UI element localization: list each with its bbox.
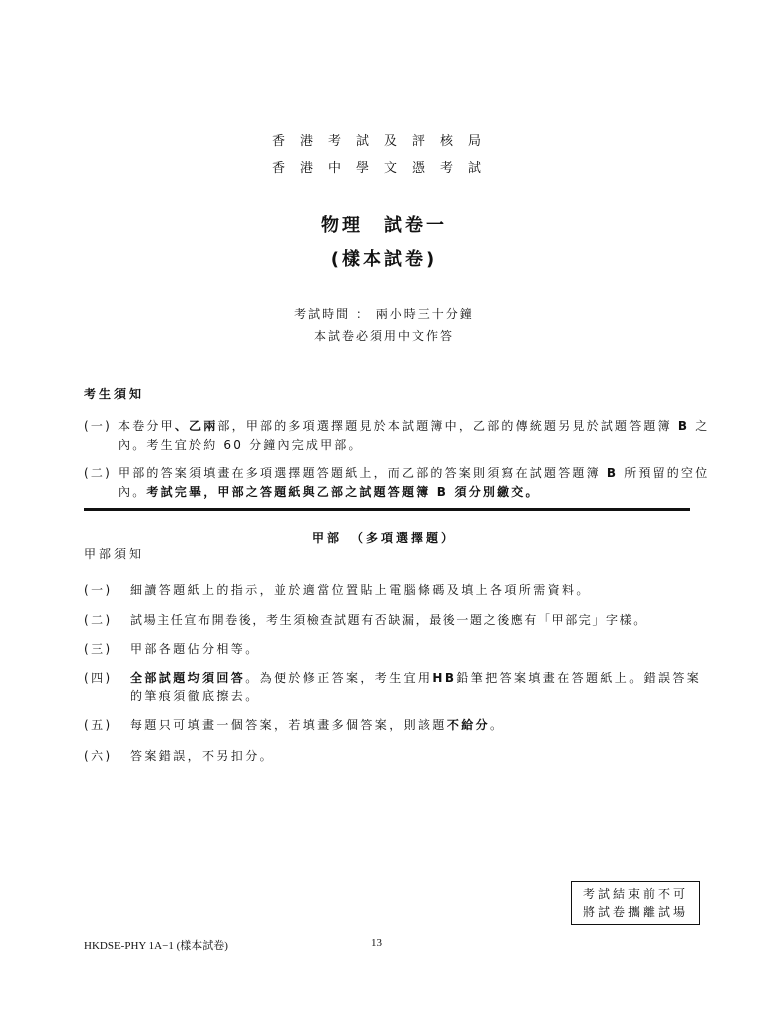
text-run: 甲部各題佔分相等。: [130, 642, 260, 656]
item-number: (五): [84, 718, 113, 732]
item-text: [130, 716, 730, 734]
instructions-heading: 考生須知: [84, 387, 145, 401]
item-number: (三): [84, 642, 113, 656]
emphasized-text: 考試完畢，甲部之答題紙與乙部之試題答題簿 B 須分別繳交。: [146, 485, 540, 499]
item-number: (二): [84, 466, 112, 480]
text-run: 本卷分甲: [118, 419, 175, 433]
text-run: 部，甲部的多項選擇題見於本試題簿中，乙部的傳統題另見於試題答題簿: [217, 419, 678, 433]
exam-name: 香港中學文憑考試: [271, 161, 496, 176]
instruction-item: [84, 417, 720, 457]
text-run: 甲部的答案須填畫在多項選擇題答題紙上，而乙部的答案則須寫在試題答題簿: [118, 466, 607, 480]
text-run: 每題只可填畫一個答案，若填畫多個答案，則該題: [130, 718, 447, 732]
section-a-item: [84, 640, 734, 660]
section-a-item: [84, 581, 734, 601]
paper-subtitle: (樣本試卷): [330, 249, 438, 270]
exam-duration: 考試時間 ： 兩小時三十分鐘: [294, 307, 474, 321]
paper-title: 物理 試卷一: [321, 215, 447, 236]
section-a-heading: 甲部 （多項選擇題）: [311, 531, 456, 545]
emphasized-text: HB: [432, 671, 457, 685]
emphasized-text: 不給分: [446, 718, 491, 732]
item-text: [130, 747, 730, 765]
text-run: 答案錯誤，不另扣分。: [130, 749, 275, 763]
paper-code: HKDSE-PHY 1A−1 (樣本試卷): [84, 940, 228, 952]
item-number: (四): [84, 671, 113, 685]
section-a-item: [84, 716, 734, 736]
emphasized-text: B: [677, 419, 690, 433]
section-divider: [84, 508, 690, 511]
text-run: 試場主任宣布開卷後，考生須檢查試題有否缺漏，最後一題之後應有「甲部完」字樣。: [130, 613, 647, 627]
text-run: 。為便於修正答案，考生宜用: [245, 671, 433, 685]
item-text: [130, 640, 730, 658]
section-a-item: [84, 611, 734, 631]
item-text: [130, 581, 730, 599]
notice-line: 考試結束前不可: [582, 887, 688, 901]
text-run: 鉛筆把答案填畫在答題紙上。錯誤答案的筆痕須徹底擦去。: [130, 671, 702, 703]
item-text: [130, 669, 710, 705]
item-text: [130, 611, 730, 629]
notice-box: [571, 881, 700, 925]
section-a-subheading: 甲部須知: [84, 547, 145, 561]
section-a-item: [84, 669, 734, 707]
emphasized-text: 、乙兩: [174, 419, 218, 433]
notice-line: 將試卷攜離試場: [582, 905, 688, 919]
page-number: 13: [371, 937, 382, 949]
item-number: (一): [84, 419, 112, 433]
item-number: (二): [84, 613, 113, 627]
text-run: 細讀答題紙上的指示，並於適當位置貼上電腦條碼及填上各項所需資料。: [130, 583, 591, 597]
text-run: 。: [490, 718, 505, 732]
emphasized-text: 全部試題均須回答: [130, 671, 246, 685]
emphasized-text: B: [606, 466, 619, 480]
answer-language: 本試卷必須用中文作答: [313, 329, 454, 343]
text-run: 之內。考生宜於約 60 分鐘內完成甲部。: [118, 419, 710, 452]
instruction-item: [84, 464, 720, 504]
item-text: [118, 417, 720, 455]
item-number: (一): [84, 583, 113, 597]
text-run: 所預留的空位內。: [118, 466, 710, 499]
org-name: 香港考試及評核局: [271, 134, 496, 149]
item-text: [118, 464, 720, 502]
section-a-item: [84, 747, 734, 767]
item-number: (六): [84, 749, 113, 763]
